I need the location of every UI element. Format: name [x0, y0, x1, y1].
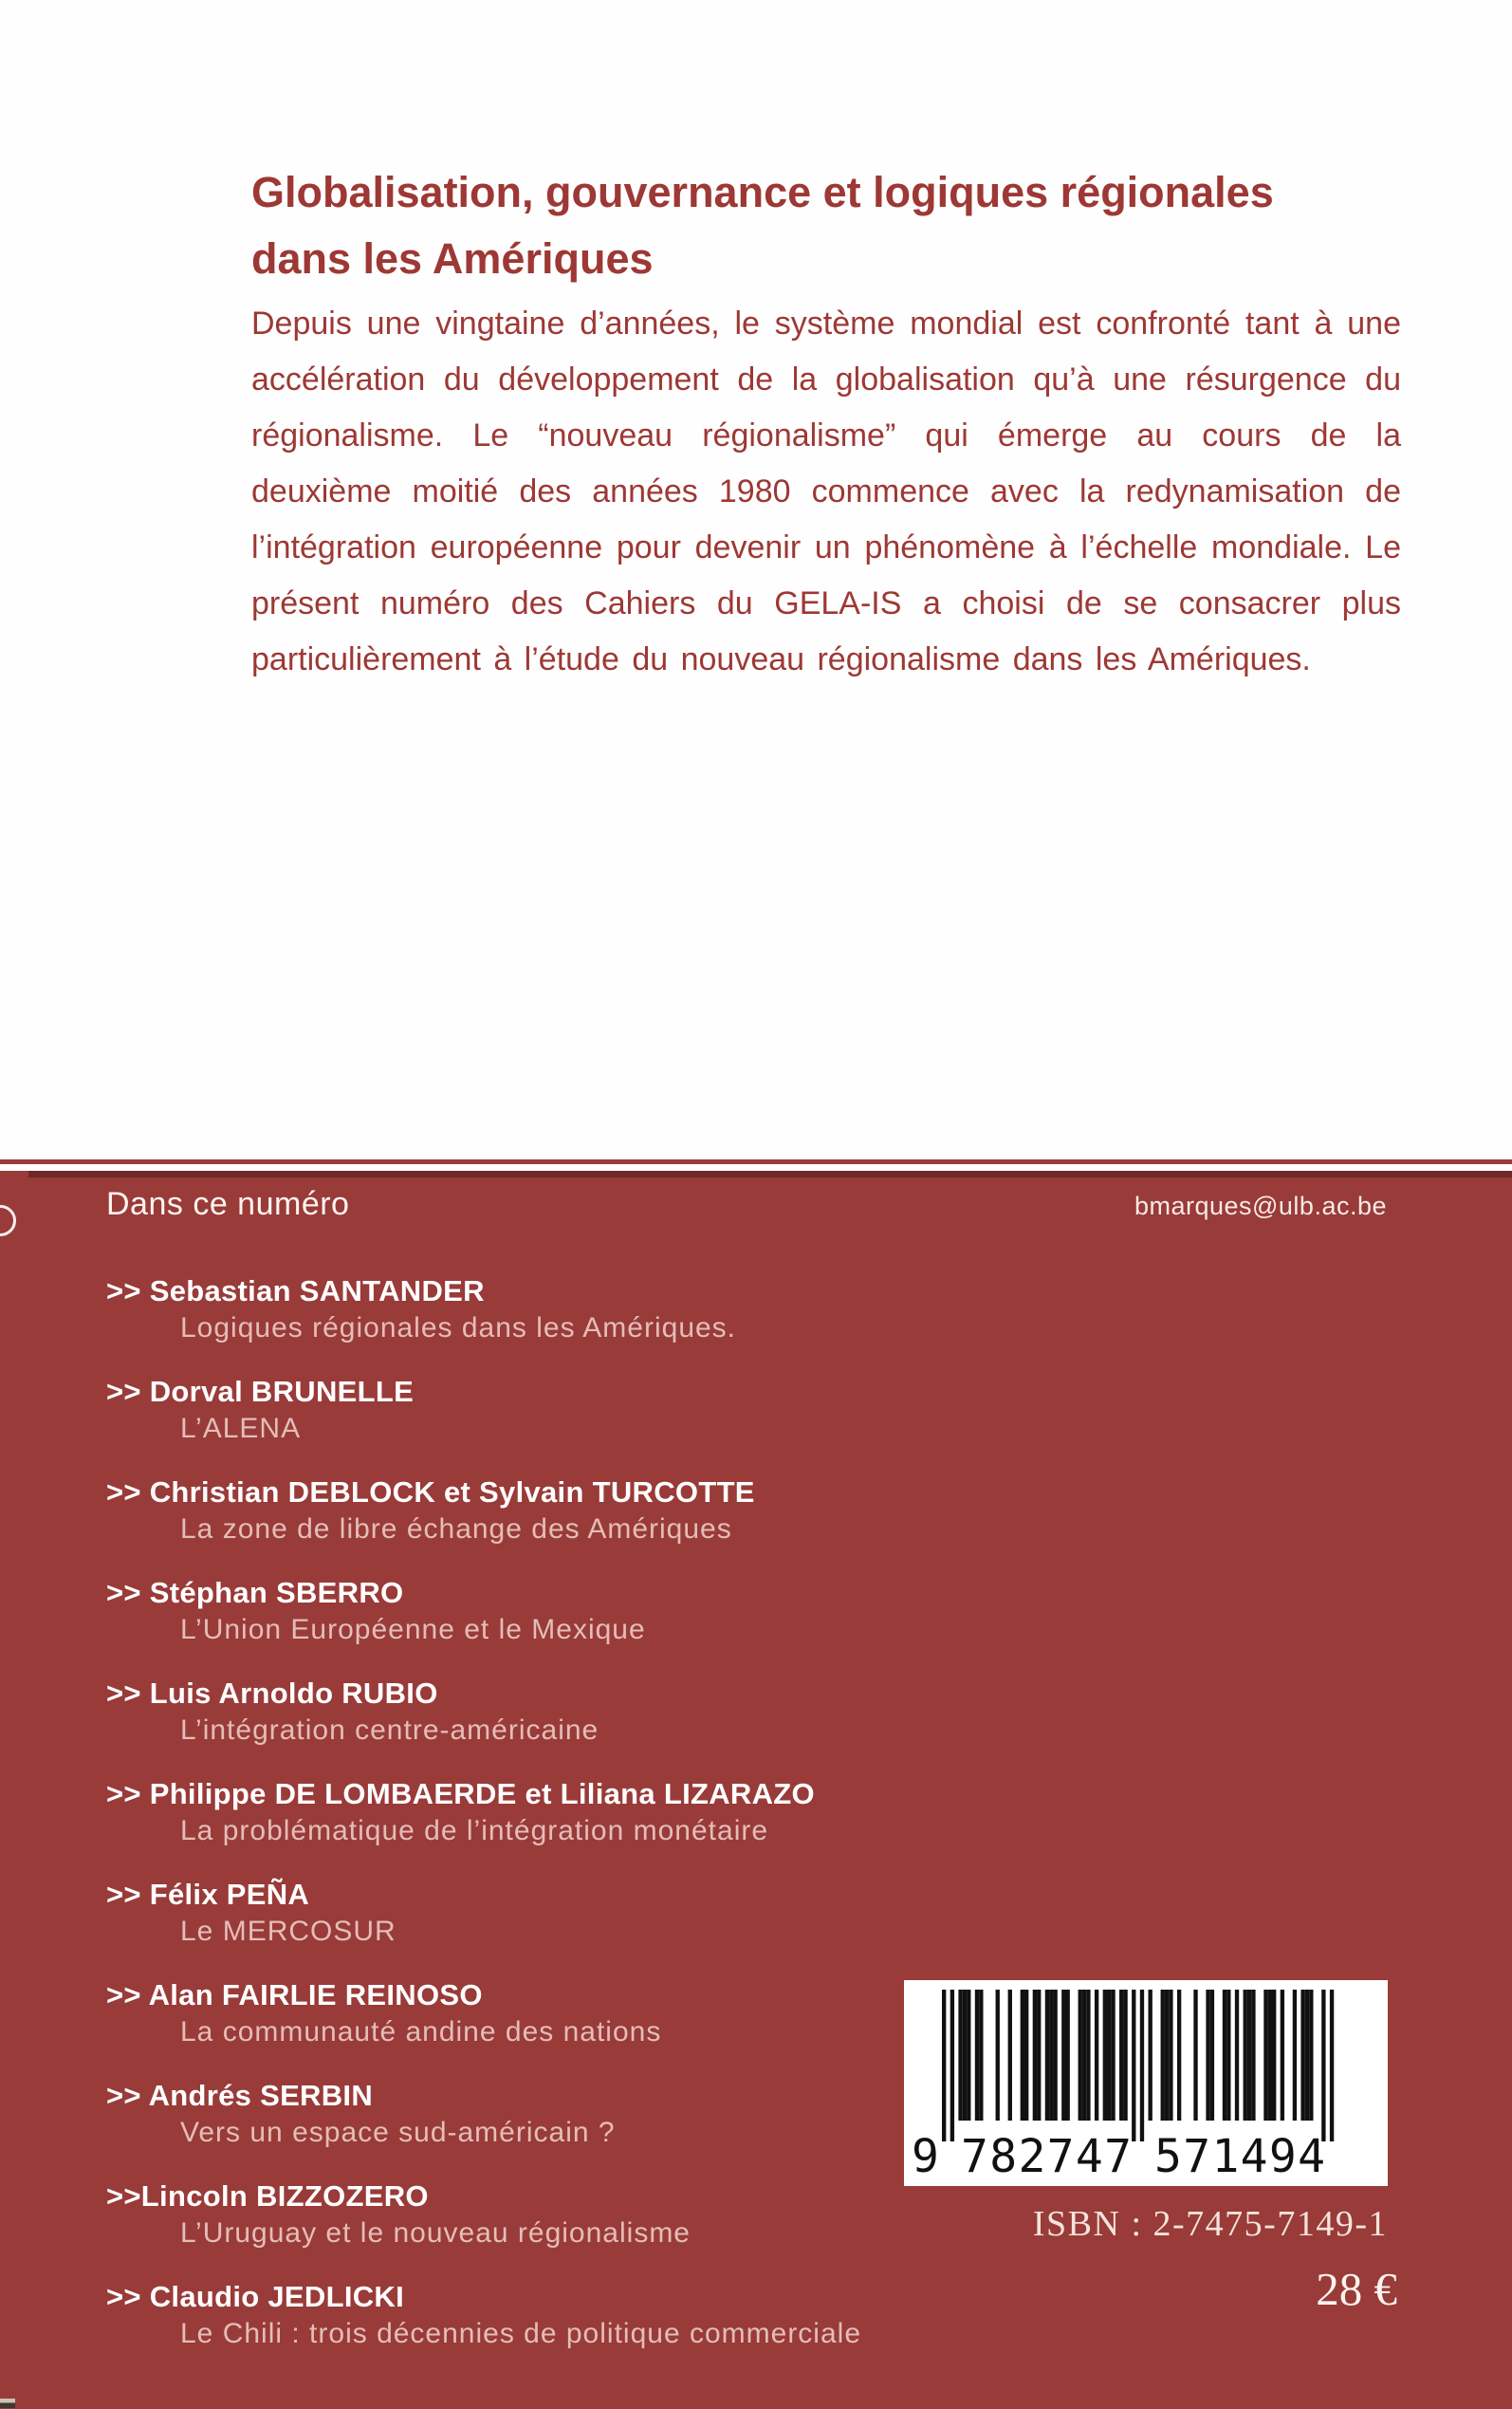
toc-author: >> Félix PEÑA [106, 1878, 310, 1911]
toc-author: >> Stéphan SBERRO [106, 1576, 404, 1609]
barcode-digit-first: 9 [912, 2130, 939, 2183]
toc-author: >> Philippe DE LOMBAERDE et Liliana LIZARAZO [106, 1777, 815, 1810]
toc-author: >> Sebastian SANTANDER [106, 1274, 485, 1307]
barcode-digits-left: 782747 [961, 2130, 1132, 2183]
toc-item [106, 1877, 1017, 1951]
price: 28 € [1316, 2263, 1397, 2315]
toc-topic: L’Uruguay et le nouveau régionalisme [180, 2217, 691, 2249]
toc-item [106, 1575, 1017, 1649]
title-line-1: Globalisation, gouvernance et logiques régionales [251, 168, 1274, 216]
toc-topic: L’ALENA [180, 1413, 302, 1444]
toc-author: >>Lincoln BIZZOZERO [106, 2179, 429, 2213]
toc-item [106, 1676, 1017, 1750]
toc-author: >> Dorval BRUNELLE [106, 1375, 415, 1408]
toc-item [106, 1977, 1017, 2051]
toc-item [106, 1374, 1017, 1448]
toc-author: >> Christian DEBLOCK et Sylvain TURCOTTE [106, 1475, 755, 1509]
isbn-label: ISBN : 2-7475-7149-1 [1032, 2204, 1388, 2244]
toc-item [106, 1273, 1017, 1347]
band-header [0, 1186, 1512, 1228]
table-of-contents [106, 1273, 1017, 2380]
toc-topic: La problématique de l’intégration monétaire [180, 1815, 769, 1846]
toc-item [106, 2178, 1017, 2252]
toc-author: >> Luis Arnoldo RUBIO [106, 1677, 438, 1710]
toc-item [106, 1474, 1017, 1548]
toc-topic: Le Chili : trois décennies de politique commerciale [180, 2318, 862, 2349]
toc-topic: La zone de libre échange des Amériques [180, 1513, 732, 1545]
summary-paragraph: Depuis une vingtaine d’années, le système mondial est confronté tant à une accélération du développement de la globalisation qu’à une résurgence du régionalisme. Le “nouveau régionalisme” qui émerge au cours de la deuxième moitié des années 1980 commence avec la redynamisation de l’intégration européenne pour devenir un phénomène à l’échelle mondiale. Le présent numéro des Cahiers du GELA-IS a choisi de se consacrer plus particulièrement à l’étude du nouveau régionalisme dans les Amériques. [251, 306, 1401, 677]
barcode-bars [904, 1980, 1388, 2186]
scan-artifact [0, 2399, 15, 2408]
contents-heading: Dans ce numéro [106, 1186, 350, 1222]
toc-topic: La communauté andine des nations [180, 2016, 662, 2048]
separator-rule [0, 1159, 1512, 1164]
page-title [251, 159, 1409, 292]
toc-topic: L’Union Européenne et le Mexique [180, 1614, 646, 1645]
toc-item [106, 2078, 1017, 2152]
toc-author: >> Andrés SERBIN [106, 2079, 374, 2112]
toc-item [106, 2279, 1017, 2353]
toc-topic: Vers un espace sud-américain ? [180, 2117, 616, 2148]
toc-author: >> Alan FAIRLIE REINOSO [106, 1978, 483, 2011]
contact-email: bmarques@ulb.ac.be [1134, 1192, 1387, 1220]
edge-arrow-icon [0, 1205, 16, 1236]
barcode-digits-right: 571494 [1154, 2130, 1325, 2183]
title-line-2: dans les Amériques [251, 234, 654, 283]
toc-item [106, 1776, 1017, 1850]
barcode [904, 1980, 1388, 2186]
toc-topic: Logiques régionales dans les Amériques. [180, 1312, 737, 1343]
toc-author: >> Claudio JEDLICKI [106, 2280, 405, 2313]
toc-topic: Le MERCOSUR [180, 1916, 396, 1947]
toc-topic: L’intégration centre-américaine [180, 1714, 599, 1746]
